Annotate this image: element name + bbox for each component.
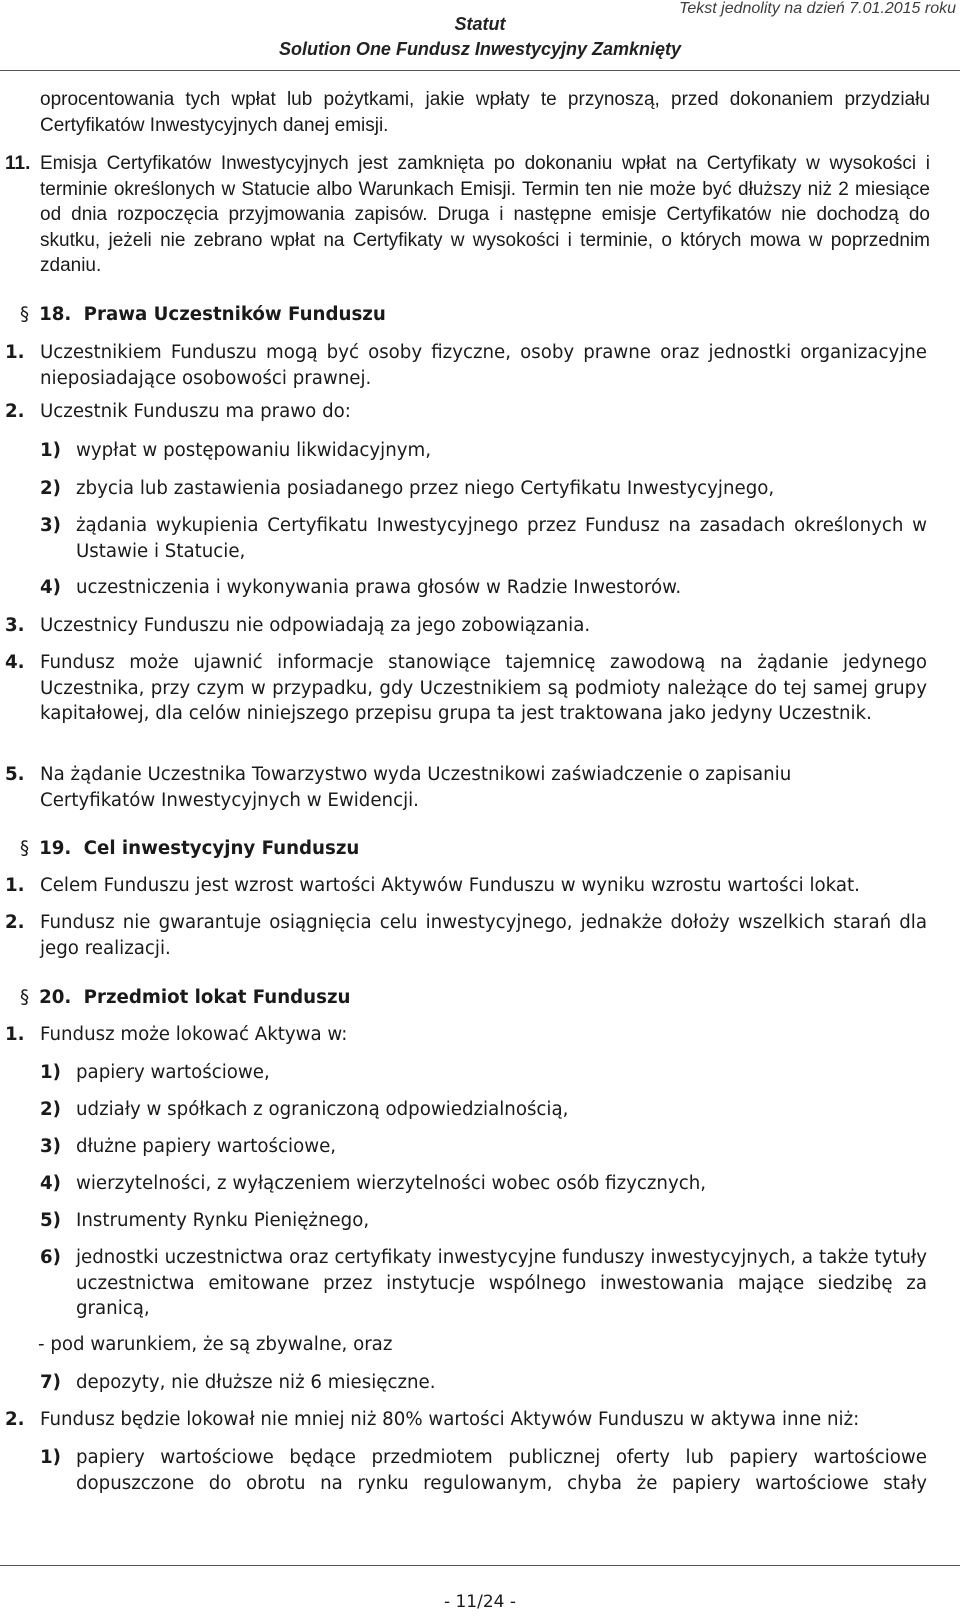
list-item-text: żądania wykupienia Certyfikatu Inwestycyjnego przez Fundusz na zasadach określonych w Ustawie i Statucie, (76, 515, 927, 562)
item-11-number: 11. (5, 153, 31, 174)
section-title: Prawa Uczestników Funduszu (83, 304, 386, 325)
section-19-heading (20, 836, 359, 861)
section-18-heading (20, 302, 386, 327)
s18-p5-text: Na żądanie Uczestnika Towarzystwo wyda Uczestnikowi zaświadczenie o zapisaniu Certyfikatów Inwestycyjnych w Ewidencji. (40, 764, 792, 811)
footer-rule (0, 1565, 960, 1566)
list-item-text: wierzytelności, z wyłączeniem wierzytelności wobec osób fizycznych, (76, 1173, 707, 1194)
header-fund-name: Solution One Fundusz Inwestycyjny Zamknięty (278, 39, 682, 59)
section-title: Przedmiot lokat Funduszu (83, 987, 351, 1008)
paragraph-number: 2. (5, 912, 25, 933)
section-symbol: § (20, 304, 30, 325)
list-item-number: 3) (40, 1136, 61, 1157)
list-item-number: 1) (40, 440, 61, 461)
paragraph-number: 5. (5, 764, 25, 785)
list-item-text: jednostki uczestnictwa oraz certyfikaty inwestycyjne funduszy inwestycyjnych, a także tytuły uczestnictwa emitowane przez instytucje wspólnego inwestowania mające siedzibę za granicą, (76, 1247, 927, 1319)
s18-p2-text: Uczestnik Funduszu ma prawo do: (40, 401, 351, 422)
continuation-paragraph: oprocentowania tych wpłat lub pożytkami, jakie wpłaty te przynoszą, przed dokonaniem przydziału Certyfikatów Inwestycyjnych danej emisji. (40, 89, 930, 136)
section-number: 20. (39, 987, 72, 1008)
paragraph-number: 2. (5, 401, 25, 422)
section-number: 19. (39, 838, 72, 859)
s18-p1-text: Uczestnikiem Funduszu mogą być osoby fizyczne, osoby prawne oraz jednostki organizacyjne nieposiadające osobowości prawnej. (40, 342, 927, 389)
item-11-text: Emisja Certyfikatów Inwestycyjnych jest zamknięta po dokonaniu wpłat na Certyfikaty w wysokości i terminie określonych w Statucie albo Warunkach Emisji. Termin ten nie może być dłuższy niż 2 miesiące od dnia rozpoczęcia przyjmowania zapisów. Druga i następne emisje Certyfikatów nie dochodzą do skutku, jeżeli nie zebrano wpłat na Certyfikaty w wysokości i terminie, o których mowa w poprzednim zdaniu. (40, 153, 930, 276)
paragraph-number: 1. (5, 342, 25, 363)
section-title: Cel inwestycyjny Funduszu (83, 838, 360, 859)
list-item-text: papiery wartościowe, (76, 1062, 270, 1083)
list-item-text: uczestniczenia i wykonywania prawa głosów w Radzie Inwestorów. (76, 577, 682, 598)
list-item-text: wypłat w postępowaniu likwidacyjnym, (76, 440, 431, 461)
paragraph-number: 1. (5, 875, 25, 896)
condition-note: - pod warunkiem, że są zbywalne, oraz (38, 1334, 393, 1355)
list-item-text: zbycia lub zastawienia posiadanego przez niego Certyfikatu Inwestycyjnego, (76, 478, 775, 499)
list-item-text: depozyty, nie dłuższe niż 6 miesięczne. (76, 1372, 436, 1393)
list-item-number: 1) (40, 1447, 61, 1468)
list-item-number: 2) (40, 478, 61, 499)
list-item-number: 6) (40, 1247, 61, 1268)
header-rule (0, 70, 960, 71)
header-title: Statut (454, 14, 506, 34)
list-item-text: papiery wartościowe będące przedmiotem publicznej oferty lub papiery wartościowe dopuszczone do obrotu na rynku regulowanym, chyba że papiery wartościowe stały (76, 1447, 927, 1494)
paragraph-number: 1. (5, 1024, 25, 1045)
section-20-heading (20, 985, 350, 1010)
list-item-number: 5) (40, 1210, 61, 1231)
s18-p3-text: Uczestnicy Funduszu nie odpowiadają za jego zobowiązania. (40, 615, 591, 636)
list-item-text: Instrumenty Rynku Pieniężnego, (76, 1210, 370, 1231)
list-item-text: dłużne papiery wartościowe, (76, 1136, 337, 1157)
list-item-number: 7) (40, 1372, 61, 1393)
paragraph-number: 2. (5, 1409, 25, 1430)
section-symbol: § (20, 838, 30, 859)
list-item-text: udziały w spółkach z ograniczoną odpowiedzialnością, (76, 1099, 569, 1120)
list-item-number: 2) (40, 1099, 61, 1120)
paragraph-number: 4. (5, 652, 25, 673)
s18-p4-text: Fundusz może ujawnić informacje stanowiące tajemnicę zawodową na żądanie jedynego Uczestnika, przy czym w przypadku, gdy Uczestnikiem są podmioty należące do tej samej grupy kapitałowej, dla celów niniejszego przepisu grupa ta jest traktowana jako jedyny Uczestnik. (40, 652, 927, 724)
s19-p1-text: Celem Funduszu jest wzrost wartości Aktywów Funduszu w wyniku wzrostu wartości lokat. (40, 875, 860, 896)
list-item-number: 4) (40, 577, 61, 598)
s20-p1-text: Fundusz może lokować Aktywa w: (40, 1024, 348, 1045)
s19-p2-text: Fundusz nie gwarantuje osiągnięcia celu inwestycyjnego, jednakże dołoży wszelkich starań dla jego realizacji. (40, 912, 927, 959)
paragraph-number: 3. (5, 615, 25, 636)
section-symbol: § (20, 987, 30, 1008)
list-item-number: 4) (40, 1173, 61, 1194)
list-item-number: 1) (40, 1062, 61, 1083)
header-version-note: Tekst jednolity na dzień 7.01.2015 roku (679, 0, 956, 17)
page-number: - 11/24 - (443, 1592, 517, 1612)
list-item-number: 3) (40, 515, 61, 536)
section-number: 18. (39, 304, 72, 325)
s20-p2-text: Fundusz będzie lokował nie mniej niż 80% wartości Aktywów Funduszu w aktywa inne niż: (40, 1409, 860, 1430)
